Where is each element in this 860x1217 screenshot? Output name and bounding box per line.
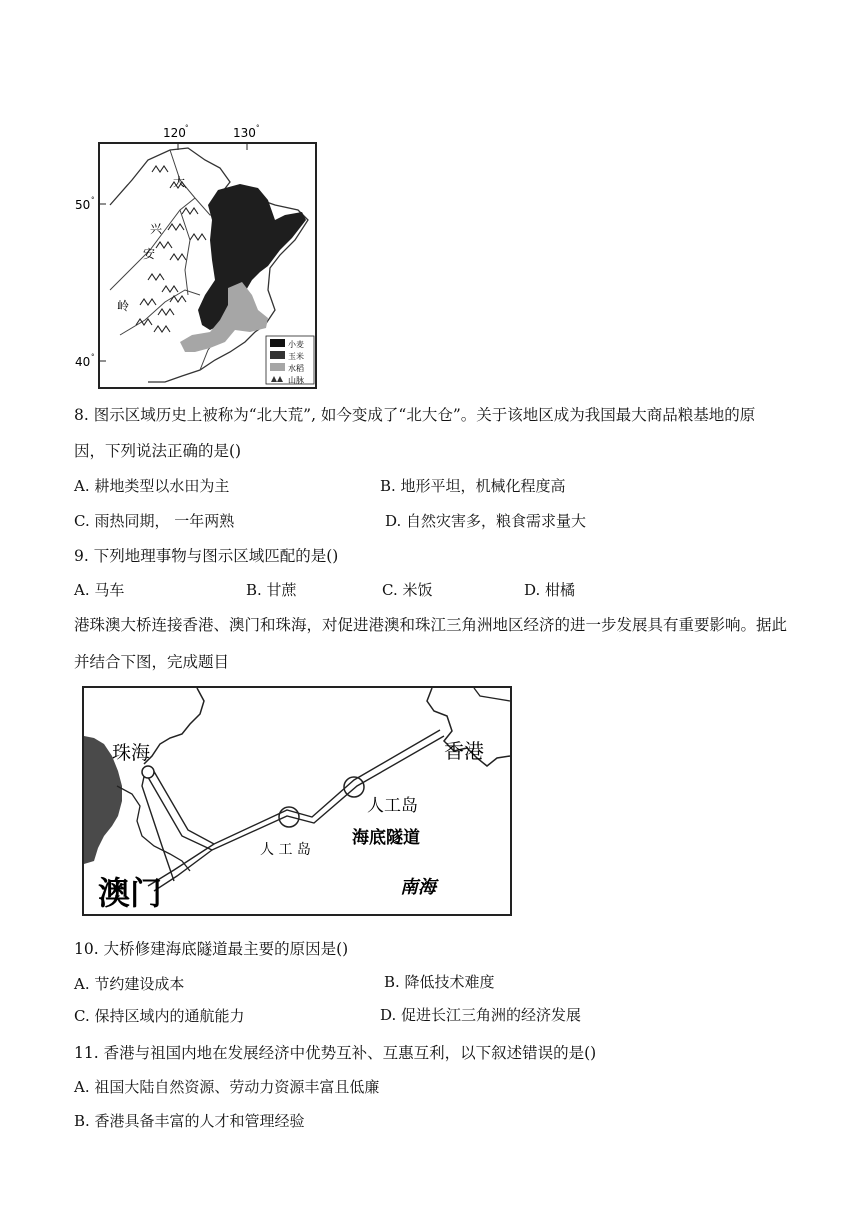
legend-wheat: 小麦 bbox=[288, 340, 304, 349]
q10-stem: 10. 大桥修建海底隧道最主要的原因是() bbox=[74, 940, 349, 958]
lon-label-120: 120 bbox=[163, 126, 186, 140]
q11-option-b[interactable]: B. 香港具备丰富的人才和管理经验 bbox=[74, 1112, 305, 1130]
map-legend bbox=[266, 336, 314, 385]
q8-stem-line2: 因，下列说法正确的是() bbox=[74, 442, 242, 460]
svg-text:°: ° bbox=[91, 196, 95, 204]
label-tunnel: 海底隧道 bbox=[352, 828, 420, 848]
q10-option-b[interactable]: B. 降低技术难度 bbox=[384, 973, 495, 991]
q10-option-a[interactable]: A. 节约建设成本 bbox=[74, 975, 185, 993]
intro-line1: 港珠澳大桥连接香港、澳门和珠海，对促进港澳和珠江三角洲地区经济的进一步发展具有重要影响。据此 bbox=[74, 616, 788, 634]
svg-text:°: ° bbox=[256, 124, 260, 132]
label-zhuhai: 珠海 bbox=[112, 742, 151, 764]
q9-stem: 9. 下列地理事物与图示区域匹配的是() bbox=[74, 547, 339, 565]
mountain-char-4: 岭 bbox=[117, 299, 130, 313]
legend-corn: 玉米 bbox=[288, 352, 304, 361]
q8-option-a[interactable]: A. 耕地类型以水田为主 bbox=[74, 477, 230, 495]
q10-option-c[interactable]: C. 保持区域内的通航能力 bbox=[74, 1007, 245, 1025]
lat-label-40: 40 bbox=[75, 355, 91, 369]
q9-option-c[interactable]: C. 米饭 bbox=[382, 581, 433, 599]
q9-option-a[interactable]: A. 马车 bbox=[74, 581, 125, 599]
q8-option-d[interactable]: D. 自然灾害多，粮食需求量大 bbox=[385, 512, 587, 530]
legend-rice: 水稻 bbox=[288, 364, 304, 373]
mountain-char-2: 兴 bbox=[150, 222, 163, 236]
mountain-char-3: 安 bbox=[143, 247, 156, 261]
q8-stem-line1: 8. 图示区域历史上被称为“北大荒”, 如今变成了“北大仓”。关于该地区成为我国最大商品粮基地的原 bbox=[74, 406, 756, 424]
q11-stem: 11. 香港与祖国内地在发展经济中优势互补、互惠互利，以下叙述错误的是() bbox=[74, 1044, 597, 1062]
label-island-lower: 人 工 岛 bbox=[260, 842, 311, 858]
svg-text:°: ° bbox=[185, 124, 189, 132]
q9-option-d[interactable]: D. 柑橘 bbox=[524, 581, 576, 599]
northeast-china-map bbox=[70, 120, 330, 395]
intro-line2: 并结合下图，完成题目 bbox=[74, 653, 230, 671]
q8-option-c[interactable]: C. 雨热同期， 一年两熟 bbox=[74, 512, 235, 530]
label-south-sea: 南海 bbox=[400, 877, 436, 898]
svg-text:°: ° bbox=[91, 353, 95, 361]
mountain-char-1: 大 bbox=[173, 175, 186, 189]
q8-option-b[interactable]: B. 地形平坦，机械化程度高 bbox=[380, 477, 566, 495]
label-macau: 澳门 bbox=[98, 874, 163, 912]
label-island-upper: 人工岛 bbox=[367, 796, 418, 816]
label-hongkong: 香港 bbox=[444, 739, 484, 763]
bridge-map bbox=[82, 686, 512, 916]
q11-option-a[interactable]: A. 祖国大陆自然资源、劳动力资源丰富且低廉 bbox=[74, 1078, 380, 1096]
legend-mountain: 山脉 bbox=[288, 376, 304, 385]
q10-option-d[interactable]: D. 促进长江三角洲的经济发展 bbox=[380, 1006, 582, 1024]
lon-label-130: 130 bbox=[233, 126, 256, 140]
q9-option-b[interactable]: B. 甘蔗 bbox=[246, 581, 297, 599]
lat-label-50: 50 bbox=[75, 198, 91, 212]
